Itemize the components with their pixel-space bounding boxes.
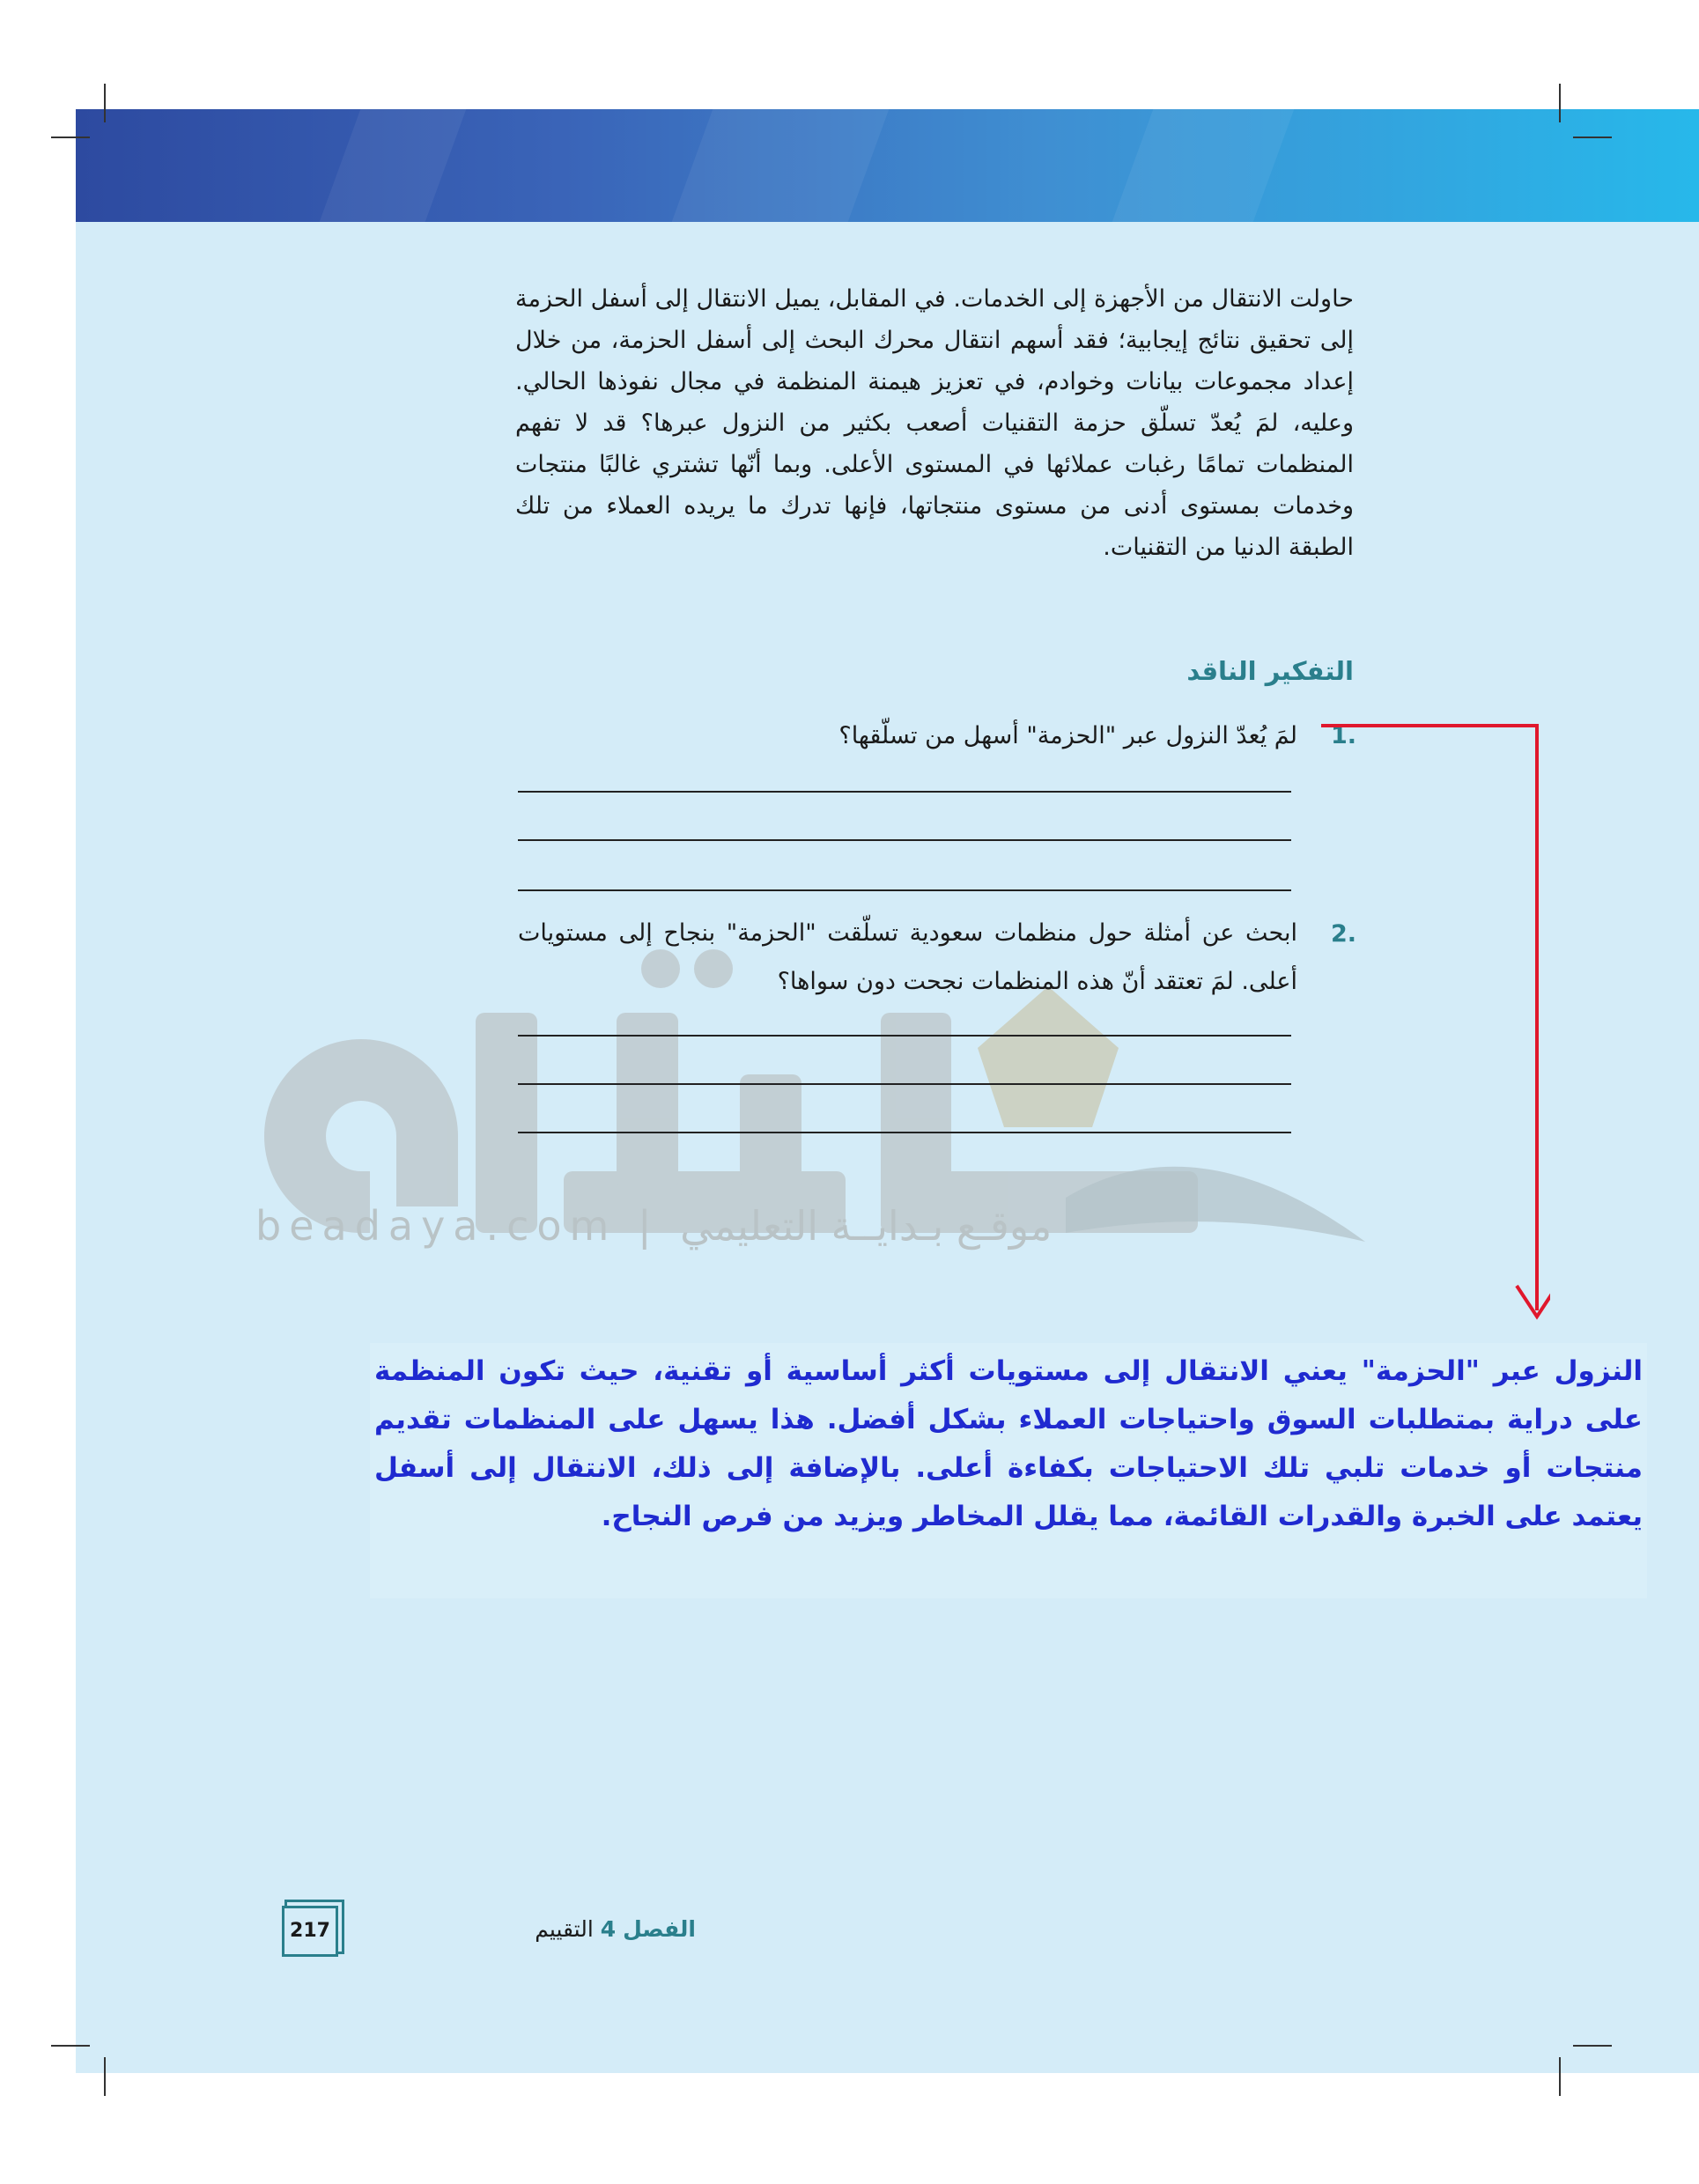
- crop-mark: [104, 84, 106, 122]
- question-text: ابحث عن أمثلة حول منظمات سعودية تسلّقت "الحزمة" بنجاح إلى مستويات أعلى. لمَ تعتقد أنّ هذه المنظمات نجحت دون سواها؟: [518, 919, 1297, 995]
- answer-line[interactable]: [518, 1083, 1291, 1085]
- crop-mark: [51, 136, 90, 138]
- crop-mark: [51, 2045, 90, 2047]
- annotation-arrow: [1321, 705, 1550, 1339]
- question-number: 1.: [1330, 722, 1356, 749]
- footer-chapter: [493, 1916, 696, 1942]
- body-paragraph: حاولت الانتقال من الأجهزة إلى الخدمات. في المقابل، يميل الانتقال إلى أسفل الحزمة إلى تحقيق نتائج إيجابية؛ فقد أسهم انتقال محرك البحث إلى أسفل الحزمة، من خلال إعداد مجموعات بيانات وخوادم، في تعزيز هيمنة المنظمة في مجال نفوذها الحالي. وعليه، لمَ يُعدّ تسلّق حزمة التقنيات أصعب بكثير من النزول عبرها؟ قد لا تفهم المنظمات تمامًا رغبات عملائها في المستوى الأعلى. وبما أنّها تشتري غالبًا منتجات وخدمات بمستوى أدنى من مستوى منتجاتها، فإنها تدرك ما يريده العملاء من تلك الطبقة الدنيا من التقنيات.: [515, 285, 1354, 561]
- answer-line[interactable]: [518, 839, 1291, 841]
- chapter-label: الفصل: [623, 1916, 696, 1942]
- chapter-number: 4: [600, 1916, 617, 1942]
- watermark-caption: beadaya.com | موقـع بـدايــة التعليمي: [255, 1202, 1053, 1250]
- page-number: 217: [282, 1906, 338, 1957]
- answer-line[interactable]: [518, 1035, 1291, 1037]
- question-text: لمَ يُعدّ النزول عبر "الحزمة" أسهل من تسلّقها؟: [838, 722, 1297, 749]
- crop-mark: [1559, 84, 1561, 122]
- crop-mark: [1559, 2057, 1561, 2096]
- crop-mark: [104, 2057, 106, 2096]
- answer-line[interactable]: [518, 791, 1291, 793]
- chapter-section: التقييم: [535, 1916, 594, 1942]
- section-heading: التفكير الناقد: [1186, 656, 1354, 686]
- crop-mark: [1573, 136, 1612, 138]
- question-number: 2.: [1330, 920, 1356, 948]
- answer-text: النزول عبر "الحزمة" يعني الانتقال إلى مستويات أكثر أساسية أو تقنية، حيث تكون المنظمة على دراية بمتطلبات السوق واحتياجات العملاء بشكل أفضل. هذا يسهل على المنظمات تقديم منتجات أو خدمات تلبي تلك الاحتياجات بكفاءة أعلى. بالإضافة إلى ذلك، الانتقال إلى أسفل يعتمد على الخبرة والقدرات القائمة، مما يقلل المخاطر ويزيد من فرص النجاح.: [374, 1355, 1643, 1532]
- answer-line[interactable]: [518, 889, 1291, 891]
- answer-line[interactable]: [518, 1132, 1291, 1133]
- header-banner: [76, 109, 1699, 222]
- crop-mark: [1573, 2045, 1612, 2047]
